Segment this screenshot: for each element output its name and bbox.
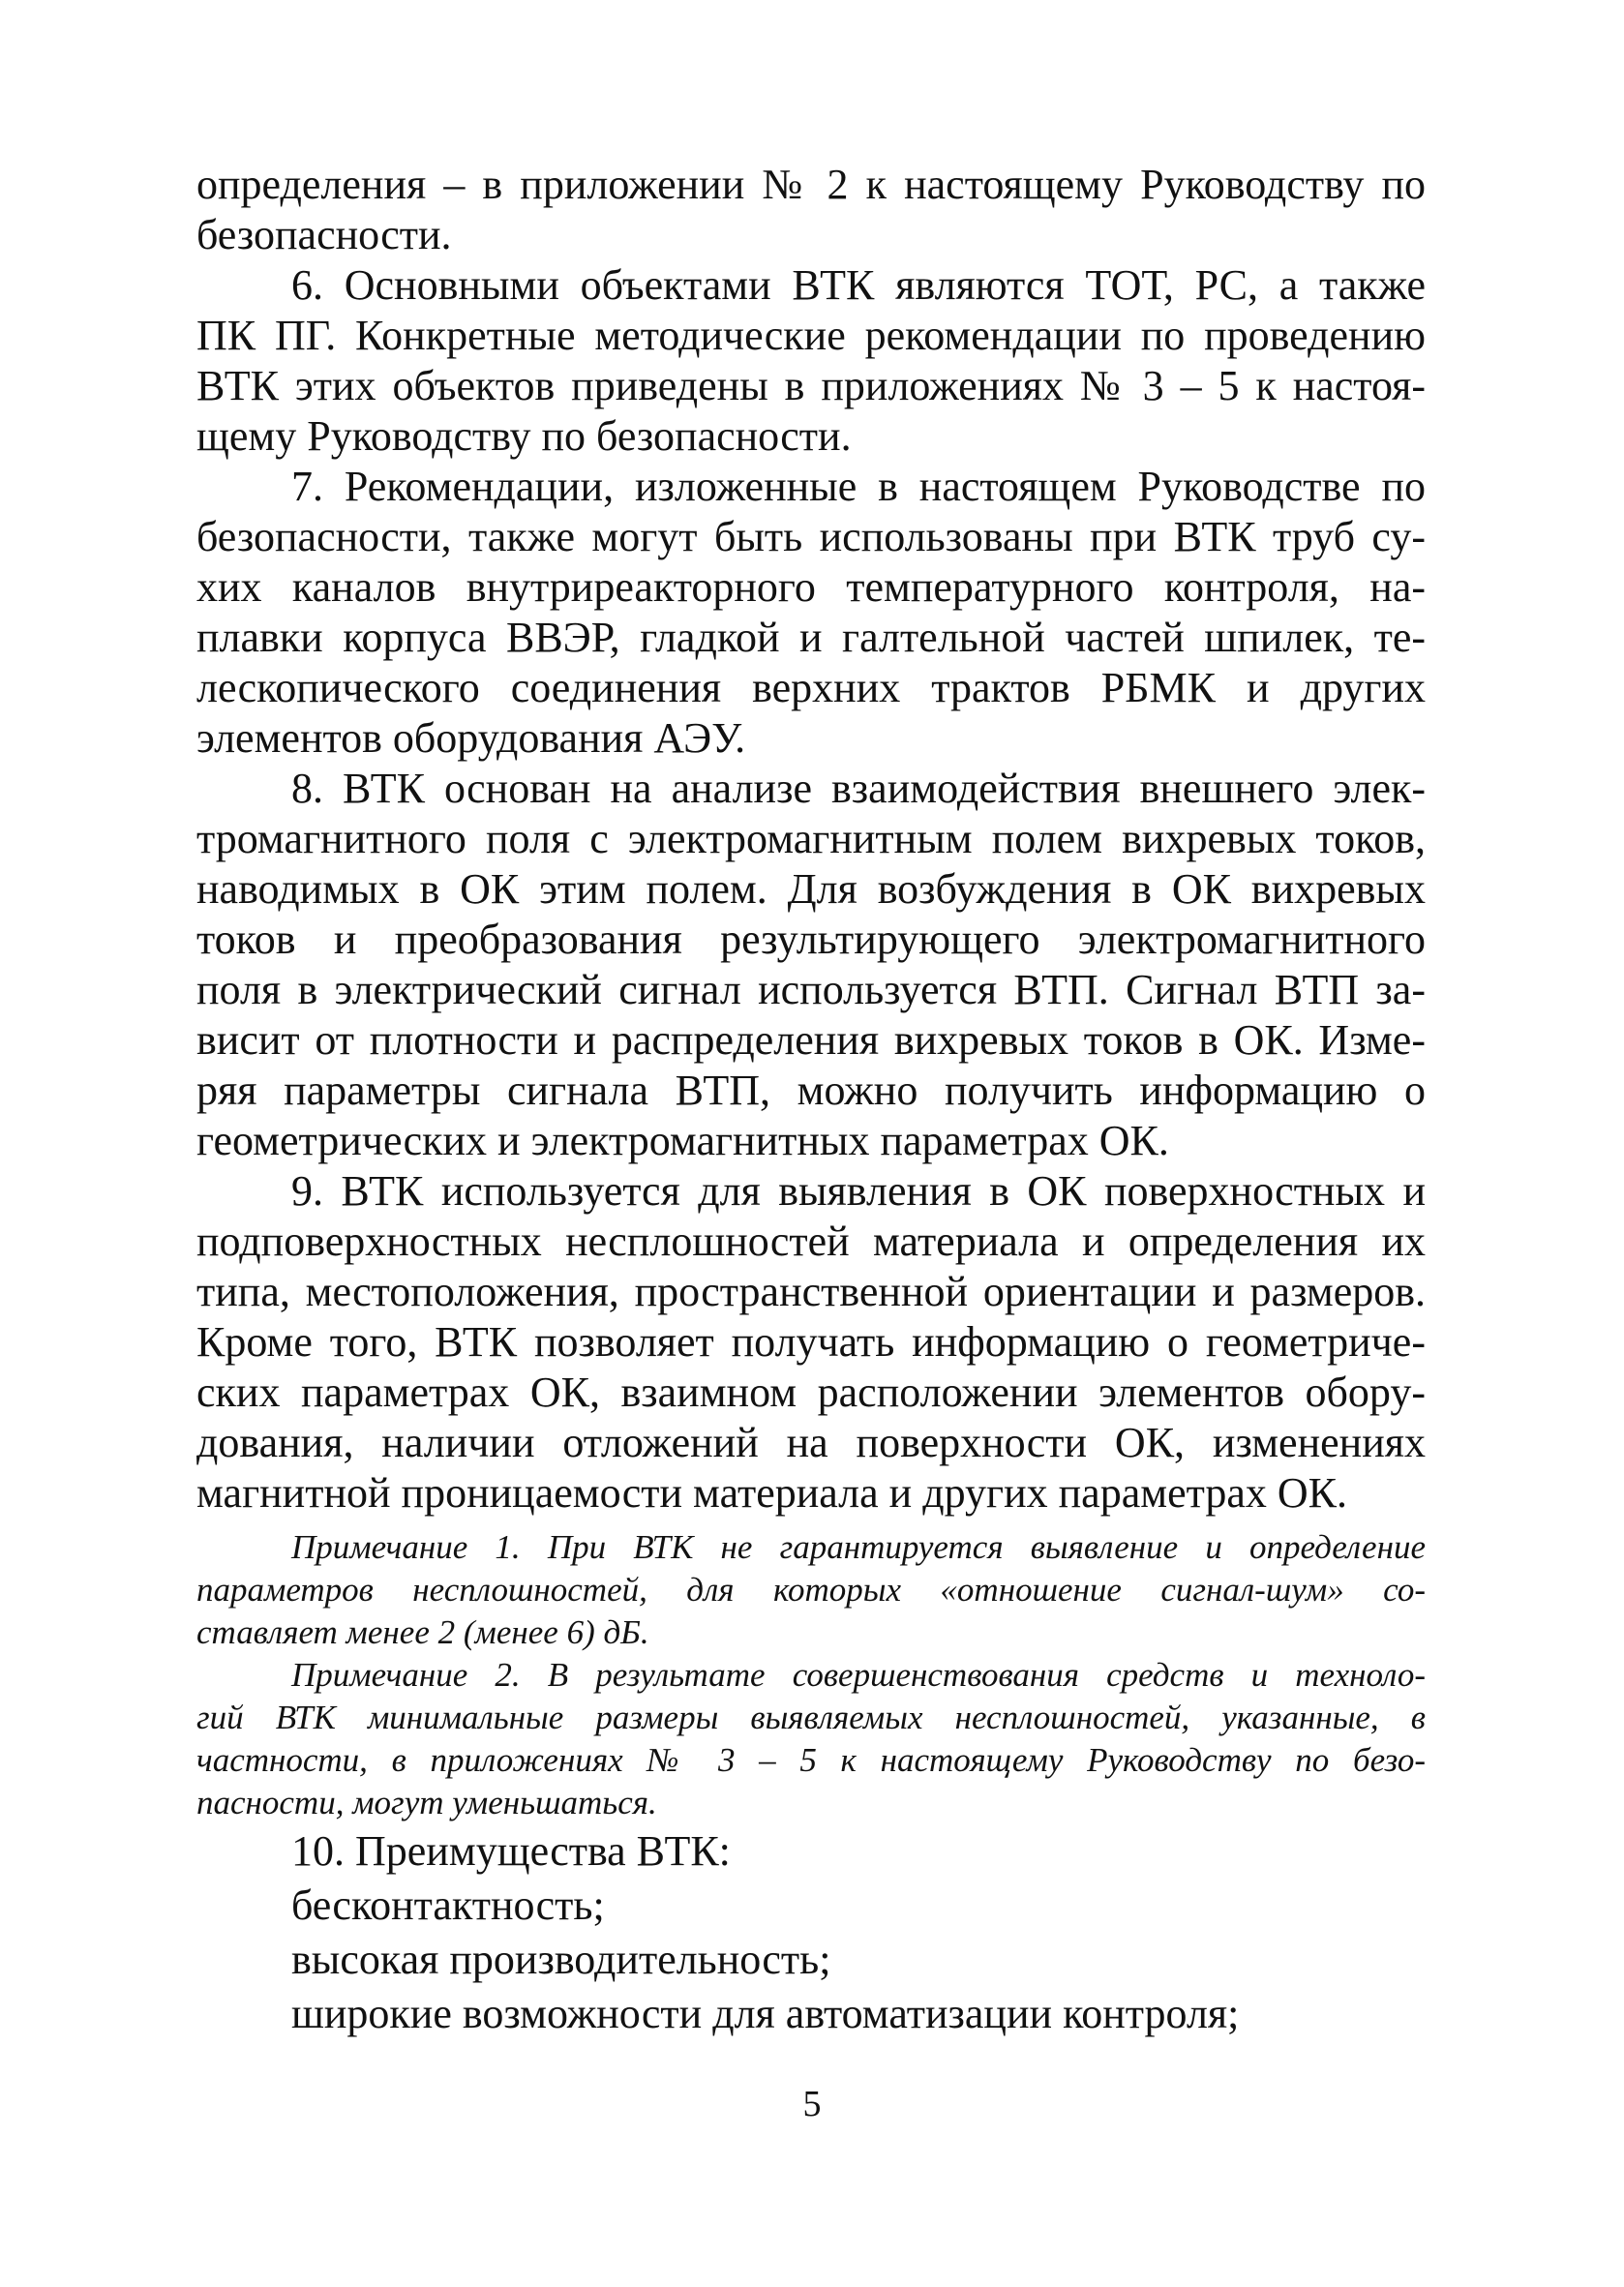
- text-line: определения – в приложении № 2 к настоящему Руководству по: [196, 161, 1426, 208]
- text-line: Кроме того, ВТК позволяет получать информацию о геометриче-: [196, 1318, 1426, 1366]
- text-line: типа, местоположения, пространственной ориентации и размеров.: [196, 1268, 1426, 1315]
- text-line: лескопического соединения верхних трактов РБМК и других: [196, 664, 1426, 711]
- note-line: Примечание 1. При ВТК не гарантируется выявление и определение: [291, 1528, 1426, 1566]
- page-number: 5: [802, 2084, 822, 2124]
- text-line: ПК ПГ. Конкретные методические рекомендации по проведению: [196, 312, 1426, 359]
- paragraph-item-9: [196, 1166, 1426, 1519]
- list-item: широкие возможности для автоматизации контроля;: [291, 1990, 1240, 2037]
- text-line: наводимых в ОК этим полем. Для возбуждения в ОК вихревых: [196, 865, 1426, 913]
- text-line: хих каналов внутриреакторного температурного контроля, на-: [196, 563, 1426, 611]
- note-line: Примечание 2. В результате совершенствования средств и техноло-: [291, 1656, 1426, 1694]
- note-line: гий ВТК минимальные размеры выявляемых несплошностей, указанные, в: [196, 1699, 1426, 1736]
- text-line: дования, наличии отложений на поверхности ОК, изменениях: [196, 1419, 1426, 1466]
- paragraph-intro: [196, 160, 1426, 260]
- text-line: подповерхностных несплошностей материала и определения их: [196, 1218, 1426, 1265]
- text-line: ряя параметры сигнала ВТП, можно получить информацию о: [196, 1067, 1426, 1114]
- note-line: параметров несплошностей, для которых «отношение сигнал-шум» со-: [196, 1571, 1426, 1609]
- paragraph-item-7: [196, 462, 1426, 764]
- spacer: [196, 1519, 1426, 1526]
- text-line: поля в электрический сигнал используется ВТП. Сигнал ВТП за-: [196, 966, 1426, 1013]
- note-line: частности, в приложениях № 3 – 5 к настоящему Руководству по безо-: [196, 1741, 1426, 1779]
- text-line: элементов оборудования АЭУ.: [196, 714, 746, 762]
- item-10-heading: 10. Преимущества ВТК:: [291, 1827, 731, 1875]
- list-item: высокая производительность;: [291, 1936, 831, 1983]
- paragraph-item-10: [196, 1824, 1426, 2041]
- note-2: [196, 1654, 1426, 1824]
- note-line: ставляет менее 2 (менее 6) дБ.: [196, 1613, 649, 1651]
- text-line: 7. Рекомендации, изложенные в настоящем Руководстве по: [291, 463, 1426, 510]
- document-page: [196, 160, 1426, 2041]
- text-line: 8. ВТК основан на анализе взаимодействия внешнего элек-: [291, 765, 1426, 812]
- text-line: ских параметрах ОК, взаимном расположении элементов обору-: [196, 1369, 1426, 1416]
- text-line: геометрических и электромагнитных параметрах ОК.: [196, 1117, 1169, 1164]
- paragraph-item-8: [196, 764, 1426, 1166]
- text-line: ВТК этих объектов приведены в приложениях № 3 – 5 к настоя-: [196, 362, 1426, 409]
- list-item: бесконтактность;: [291, 1881, 605, 1929]
- note-1: [196, 1526, 1426, 1654]
- text-line: безопасности, также могут быть использованы при ВТК труб су-: [196, 513, 1426, 560]
- text-line: тромагнитного поля с электромагнитным полем вихревых токов,: [196, 815, 1426, 862]
- text-line: токов и преобразования результирующего электромагнитного: [196, 916, 1426, 963]
- note-line: пасности, могут уменьшаться.: [196, 1784, 657, 1821]
- paragraph-item-6: [196, 260, 1426, 462]
- text-line: 9. ВТК используется для выявления в ОК поверхностных и: [291, 1167, 1426, 1215]
- text-line: магнитной проницаемости материала и других параметрах ОК.: [196, 1469, 1348, 1517]
- text-line: 6. Основными объектами ВТК являются ТОТ, РС, а также: [291, 261, 1426, 309]
- text-line: висит от плотности и распределения вихревых токов в ОК. Изме-: [196, 1016, 1426, 1064]
- text-line: плавки корпуса ВВЭР, гладкой и галтельной частей шпилек, те-: [196, 614, 1426, 661]
- text-line: щему Руководству по безопасности.: [196, 412, 852, 460]
- text-line: безопасности.: [196, 211, 452, 258]
